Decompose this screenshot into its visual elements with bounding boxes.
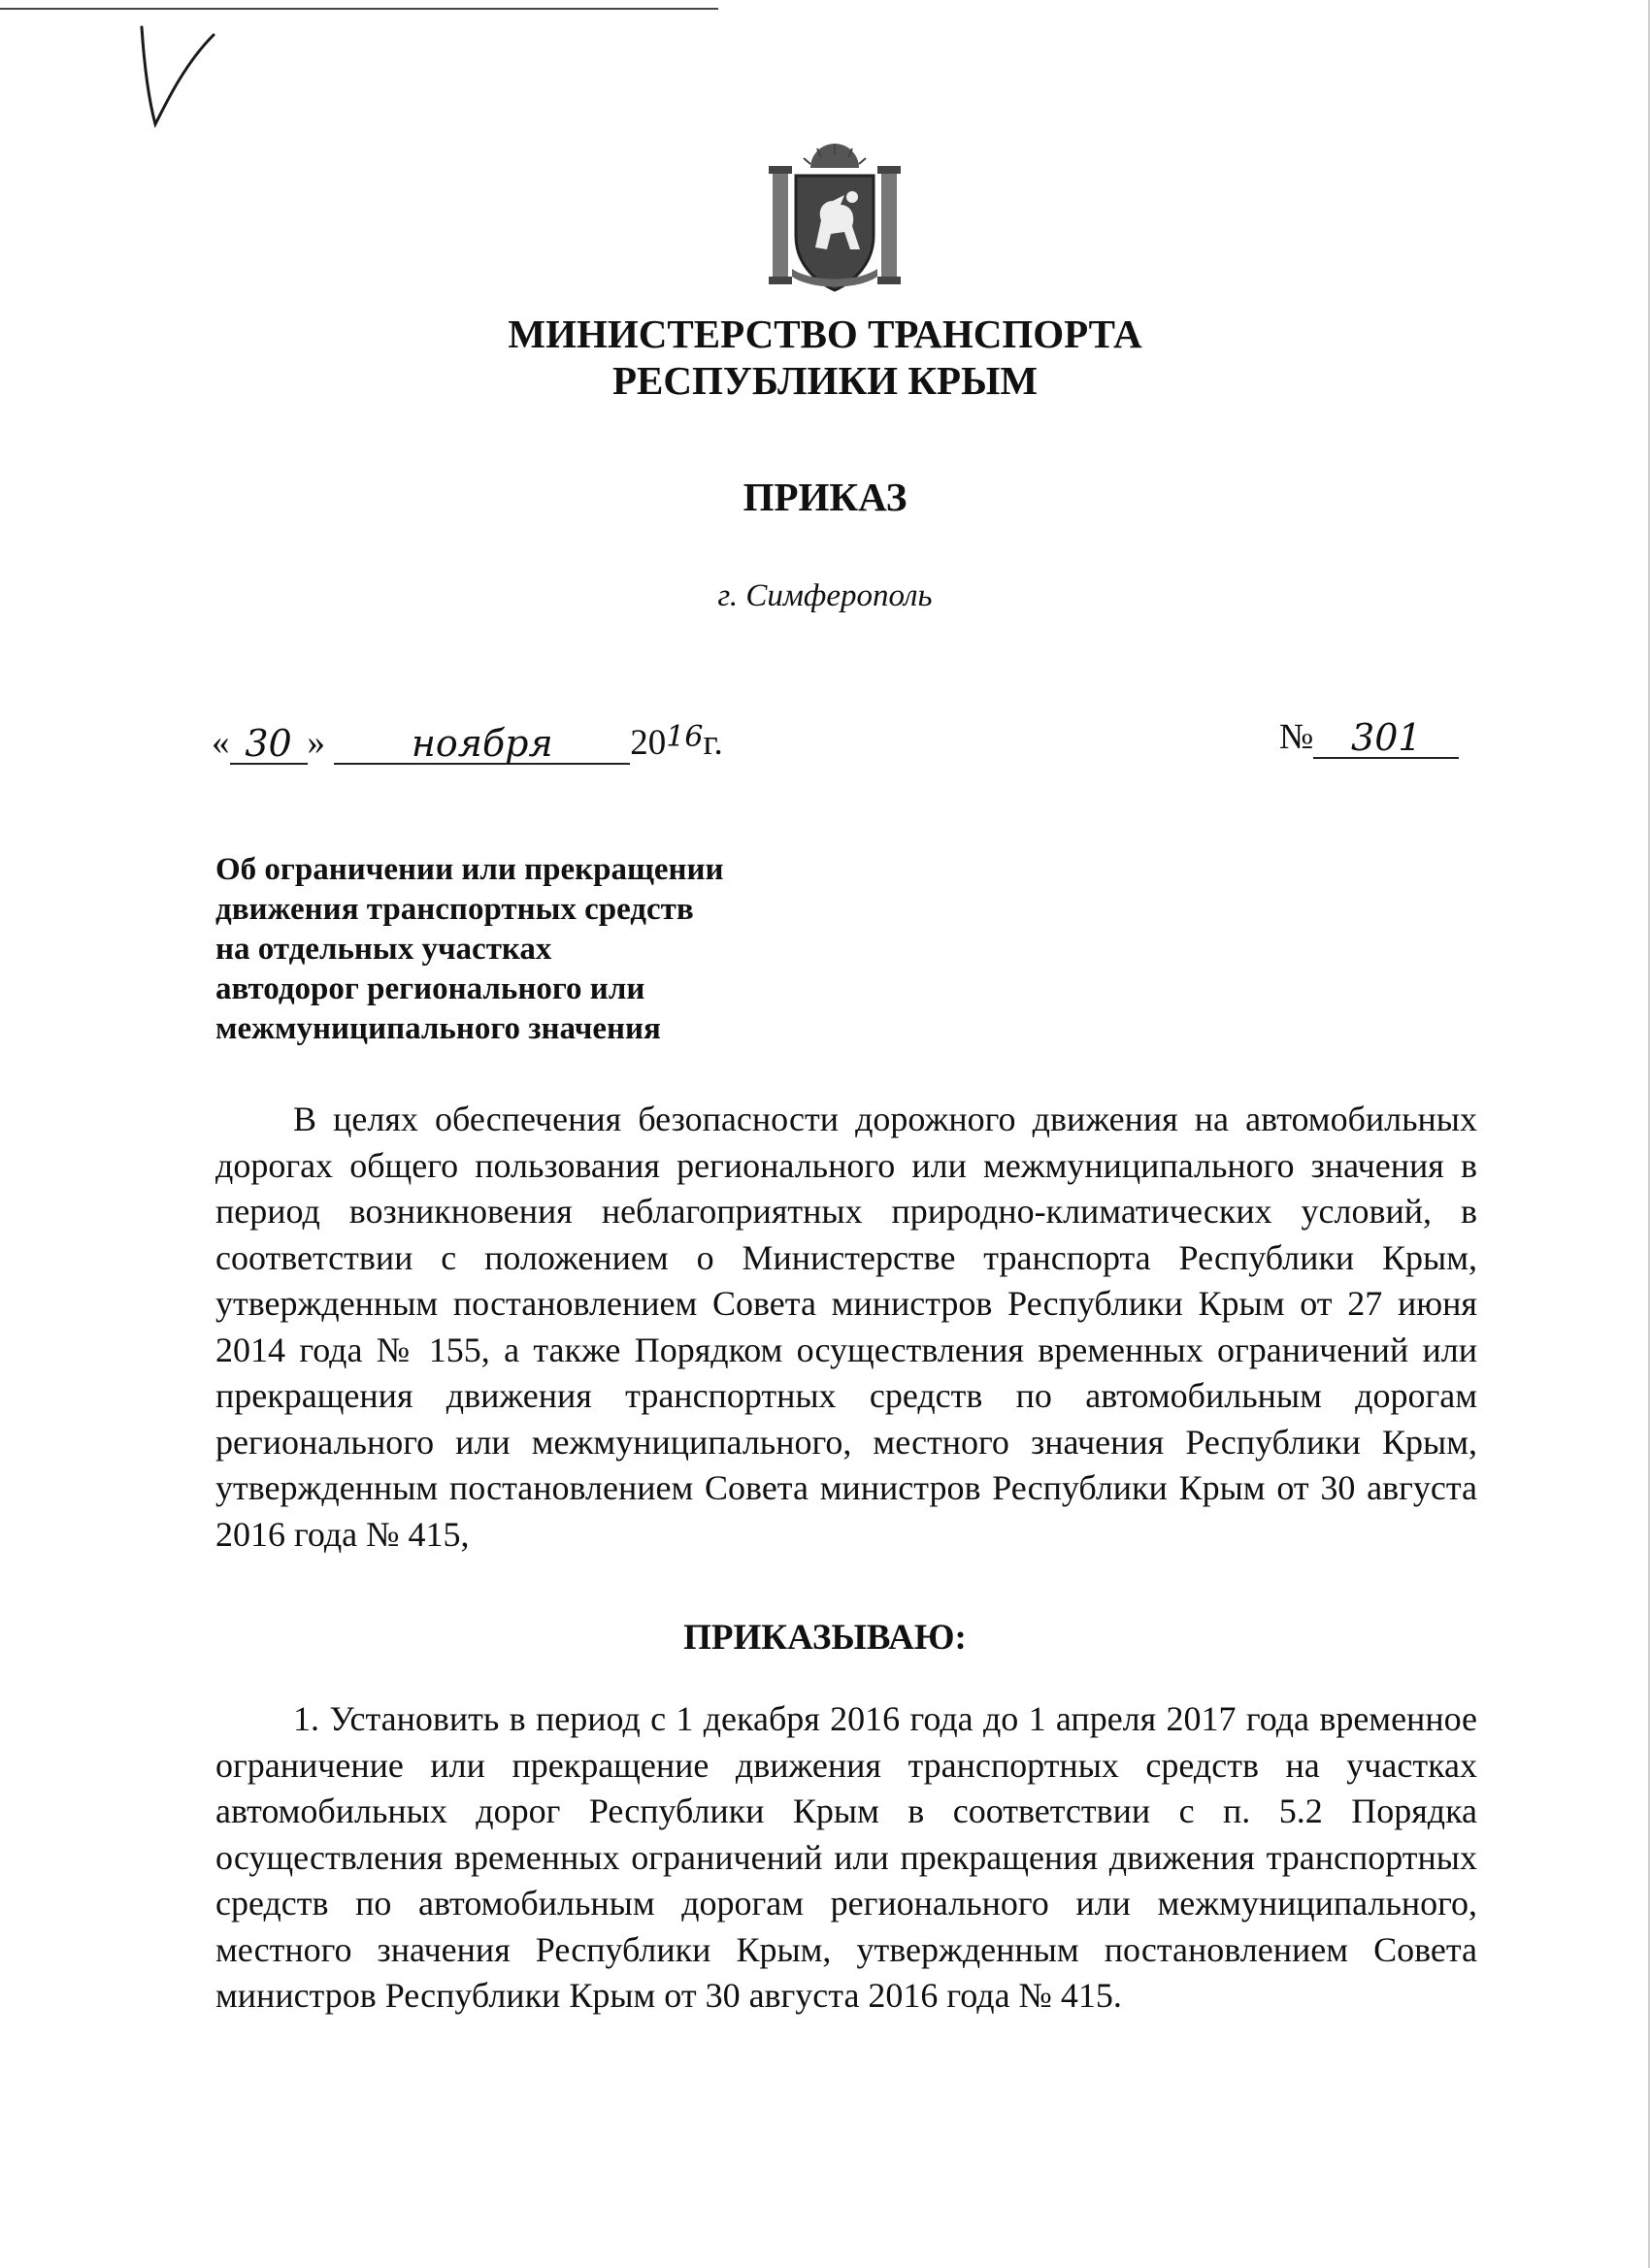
document-date xyxy=(212,716,723,765)
document-number xyxy=(1279,716,1459,759)
date-day-handwritten: 30 xyxy=(230,724,308,765)
subject-line: движения транспортных средств xyxy=(215,892,694,927)
ministry-name-line2: РЕСПУБЛИКИ КРЫМ xyxy=(611,358,1039,403)
document-type-title: ПРИКАЗ xyxy=(742,475,908,519)
date-month-handwritten: ноября xyxy=(334,724,630,765)
date-open-quote: « xyxy=(212,723,230,763)
date-year-prefix: 20 xyxy=(630,723,667,763)
ministry-name-line1: МИНИСТЕРСТВО ТРАНСПОРТА xyxy=(508,312,1142,356)
subject-line: Об ограничении или прекращении xyxy=(215,852,724,887)
handwritten-check-mark xyxy=(134,17,221,134)
document-city: г. Симферополь xyxy=(717,578,933,613)
crimea-coat-of-arms-emblem xyxy=(767,141,903,296)
order-directive-heading: ПРИКАЗЫВАЮ: xyxy=(683,1618,967,1658)
ministry-name xyxy=(0,311,1650,404)
subject-line: автодорог регионального или xyxy=(215,971,645,1006)
date-year-mark: г. xyxy=(703,723,723,763)
date-year-handwritten: 16 xyxy=(666,720,704,754)
scan-top-border xyxy=(0,8,718,10)
number-handwritten: 301 xyxy=(1313,718,1459,759)
preamble-paragraph: В целях обеспечения безопасности дорожного движения на автомобильных дорогах общего пользования регионального или межмуниципального значения в период возникновения неблагоприятных природно-климатических условий, в соответствии с положением о Министерстве транспорта Республики Крым, утвержденным постановлением Совета министров Республики Крым от 27 июня 2014 года № 155, а также Порядком осуществления временных ограничений или прекращения движения транспортных средств по автомобильным дорогам регионального или межмуниципального, местного значения Республики Крым, утвержденным постановлением Совета министров Республики Крым от 30 августа 2016 года № 415, xyxy=(215,1100,1477,1554)
subject-line: межмуниципального значения xyxy=(215,1011,661,1046)
date-close-quote: » xyxy=(307,723,325,763)
document-subject xyxy=(215,850,837,1049)
order-item-1: 1. Установить в период с 1 декабря 2016 года до 1 апреля 2017 года временное ограничение или прекращение движения транспортных средств на участках автомобильных дорог Республики Крым в соответствии с п. 5.2 Порядка осуществления временных ограничений или прекращения движения транспортных средств по автомобильным дорогам регионального или межмуниципального, местного значения Республики Крым, утвержденным постановлением Совета министров Республики Крым от 30 августа 2016 года № 415. xyxy=(215,1699,1477,2015)
number-label: № xyxy=(1279,717,1314,757)
subject-line: на отдельных участках xyxy=(215,932,552,967)
